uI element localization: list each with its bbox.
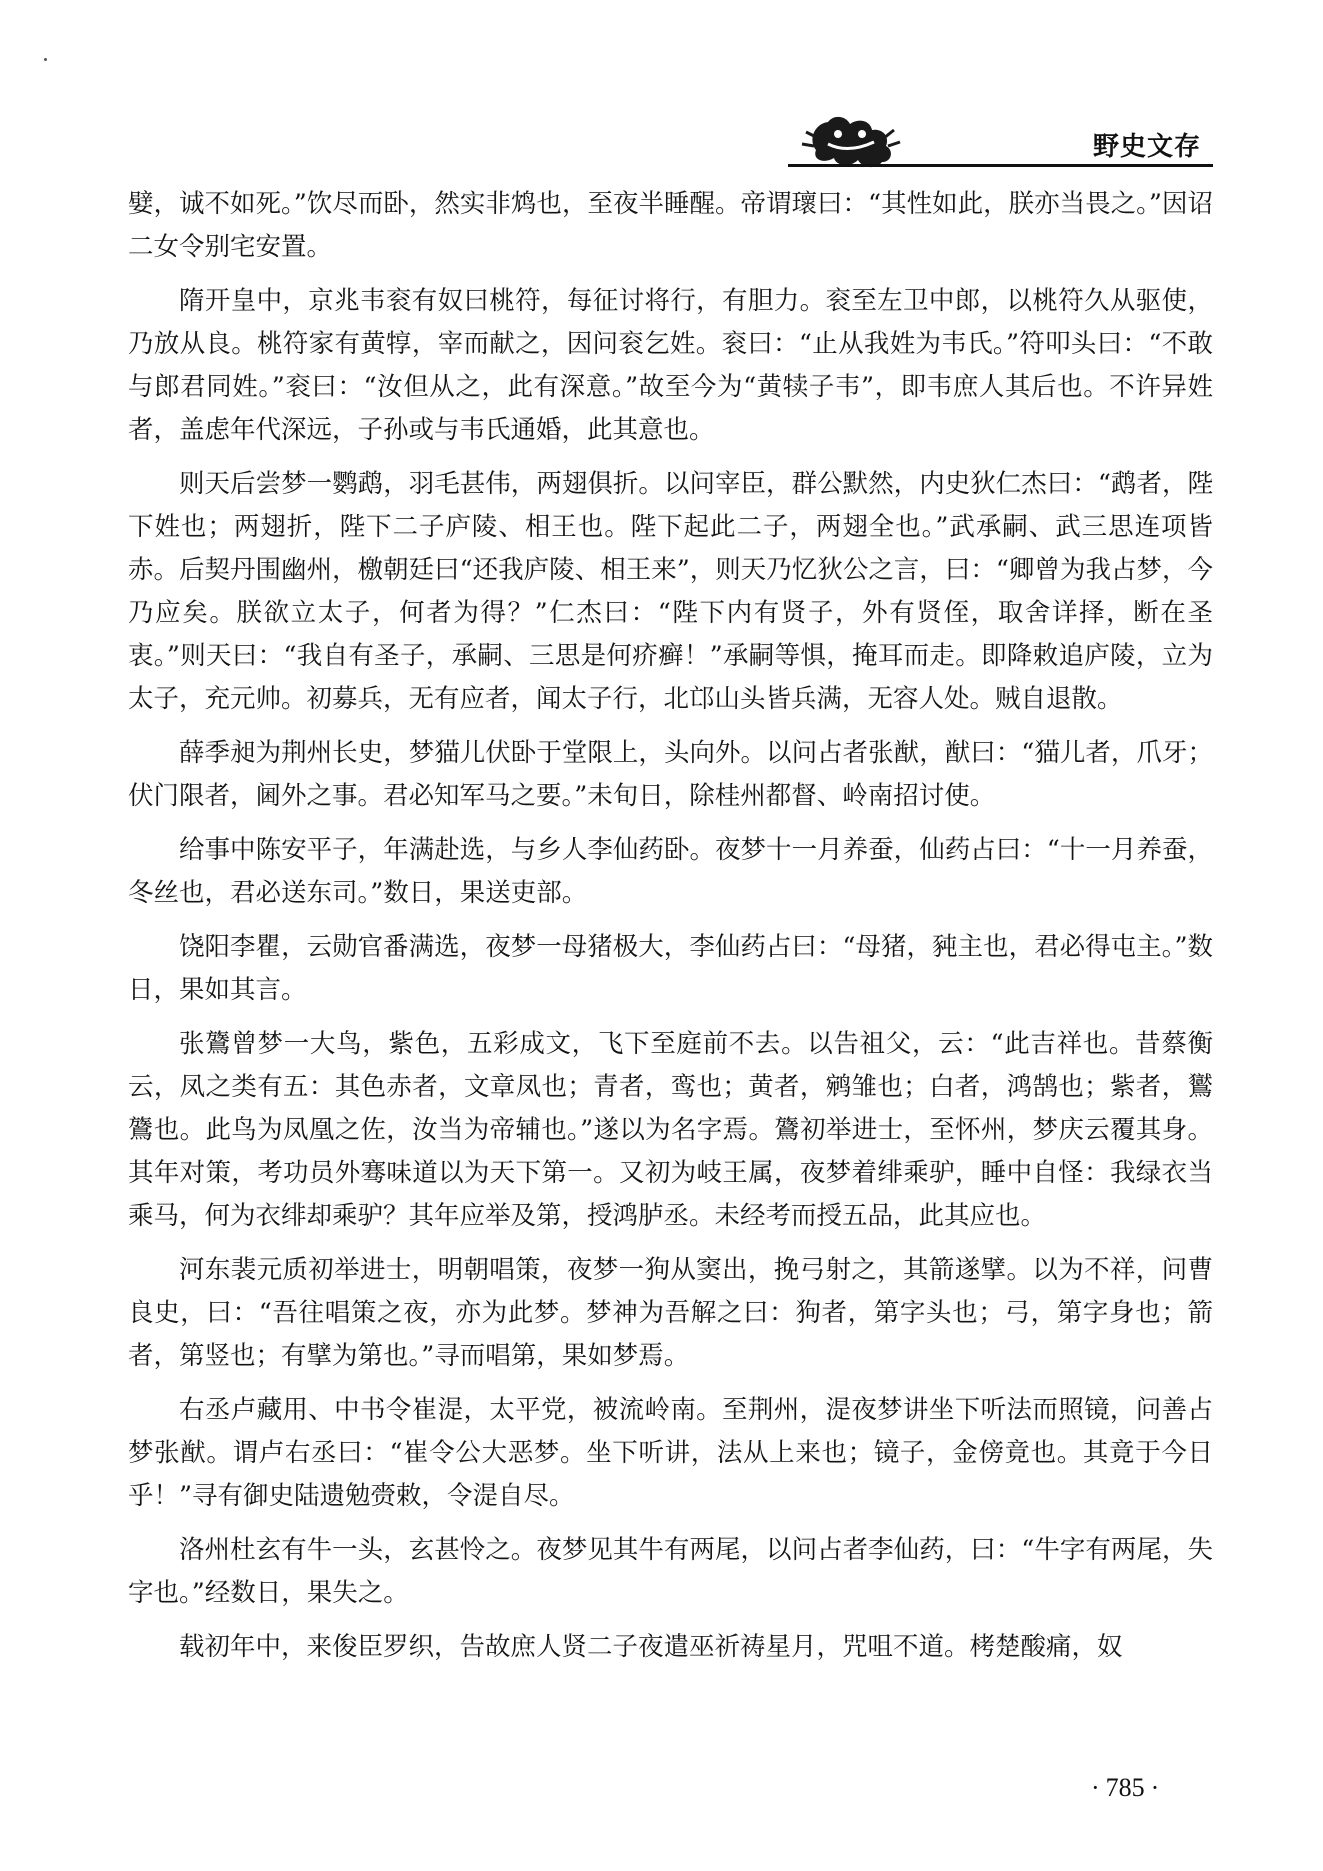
paragraph: 嬖，诚不如死。”饮尽而卧，然实非鸩也，至夜半睡醒。帝谓瓌曰：“其性如此，朕亦当畏之。”因诏二女令别宅安置。 <box>128 189 1213 262</box>
paragraph: 载初年中，来俊臣罗织，告故庶人贤二子夜遣巫祈祷星月，咒咀不道。栲楚酸痛，奴 <box>179 1632 1123 1662</box>
page-number-value: 785 <box>1105 1773 1145 1802</box>
paragraph: 河东裴元质初举进士，明朝唱策，夜梦一狗从窦出，挽弓射之，其箭遂擘。以为不祥，问曹良史，曰：“吾往唱策之夜，亦为此梦。梦神为吾解之曰：狗者，第字头也；弓，第字身也；箭者，第竖也；有擘为第也。”寻而唱第，果如梦焉。 <box>128 1255 1213 1371</box>
paragraph: 则天后尝梦一鹦鹉，羽毛甚伟，两翅俱折。以问宰臣，群公默然，内史狄仁杰曰：“鹉者，陛下姓也；两翅折，陛下二子庐陵、相王也。陛下起此二子，两翅全也。”武承嗣、武三思连项皆赤。后契丹围幽州，檄朝廷曰“还我庐陵、相王来”，则天乃忆狄公之言，曰：“卿曾为我占梦，今乃应矣。朕欲立太子，何者为得？”仁杰曰：“陛下内有贤子，外有贤侄，取舍详择，断在圣衷。”则天曰：“我自有圣子，承嗣、三思是何疥癣！”承嗣等惧，掩耳而走。即降敕追庐陵，立为太子，充元帅。初募兵，无有应者，闻太子行，北邙山头皆兵满，无容人处。贼自退散。 <box>128 469 1213 714</box>
running-header <box>128 102 1213 172</box>
paragraph: 薛季昶为荆州长史，梦猫儿伏卧于堂限上，头向外。以问占者张猷，猷曰：“猫儿者，爪牙；伏门限者，阃外之事。君必知军马之要。”未旬日，除桂州都督、岭南招讨使。 <box>128 738 1213 811</box>
header-rule <box>788 164 1213 167</box>
paragraph: 张鷟曾梦一大鸟，紫色，五彩成文，飞下至庭前不去。以告祖父，云：“此吉祥也。昔蔡衡云，凤之类有五：其色赤者，文章凤也；青者，鸾也；黄者，鹓雏也；白者，鸿鹄也；紫者，鸑鷟也。此鸟为凤凰之佐，汝当为帝辅也。”遂以为名字焉。鷟初举进士，至怀州，梦庆云覆其身。其年对策，考功员外骞味道以为天下第一。又初为岐王属，夜梦着绯乘驴，睡中自怪：我绿衣当乘马，何为衣绯却乘驴？其年应举及第，授鸿胪丞。未经考而授五品，此其应也。 <box>128 1029 1213 1231</box>
scan-speck <box>44 58 47 61</box>
paragraph: 洛州杜玄有牛一头，玄甚怜之。夜梦见其牛有两尾，以问占者李仙药，曰：“牛字有两尾，失字也。”经数日，果失之。 <box>128 1535 1213 1608</box>
paragraph: 给事中陈安平子，年满赴选，与乡人李仙药卧。夜梦十一月养蚕，仙药占曰：“十一月养蚕，冬丝也，君必送东司。”数日，果送吏部。 <box>128 835 1213 908</box>
page-number: · 785 · <box>1091 1773 1160 1802</box>
header-title: 野史文存 <box>1092 132 1201 162</box>
main-text <box>128 183 1213 1680</box>
paragraph: 饶阳李瞿，云勋官番满选，夜梦一母猪极大，李仙药占曰：“母猪，豘主也，君必得屯主。”数日，果如其言。 <box>128 932 1213 1005</box>
paragraph: 右丞卢藏用、中书令崔湜，太平党，被流岭南。至荆州，湜夜梦讲坐下听法而照镜，问善占梦张猷。谓卢右丞曰：“崔令公大恶梦。坐下听讲，法从上来也；镜子，金傍竟也。其竟于今日乎！”寻有御史陆遗勉赍敕，令湜自尽。 <box>128 1395 1213 1511</box>
paragraph: 隋开皇中，京兆韦衮有奴曰桃符，每征讨将行，有胆力。衮至左卫中郎，以桃符久从驱使，乃放从良。桃符家有黄犉，宰而献之，因问衮乞姓。衮曰：“止从我姓为韦氏。”符叩头曰：“不敢与郎君同姓。”衮曰：“汝但从之，此有深意。”故至今为“黄犊子韦”，即韦庶人其后也。不许异姓者，盖虑年代深远，子孙或与韦氏通婚，此其意也。 <box>128 286 1213 445</box>
dragon-emblem-icon <box>798 110 908 172</box>
